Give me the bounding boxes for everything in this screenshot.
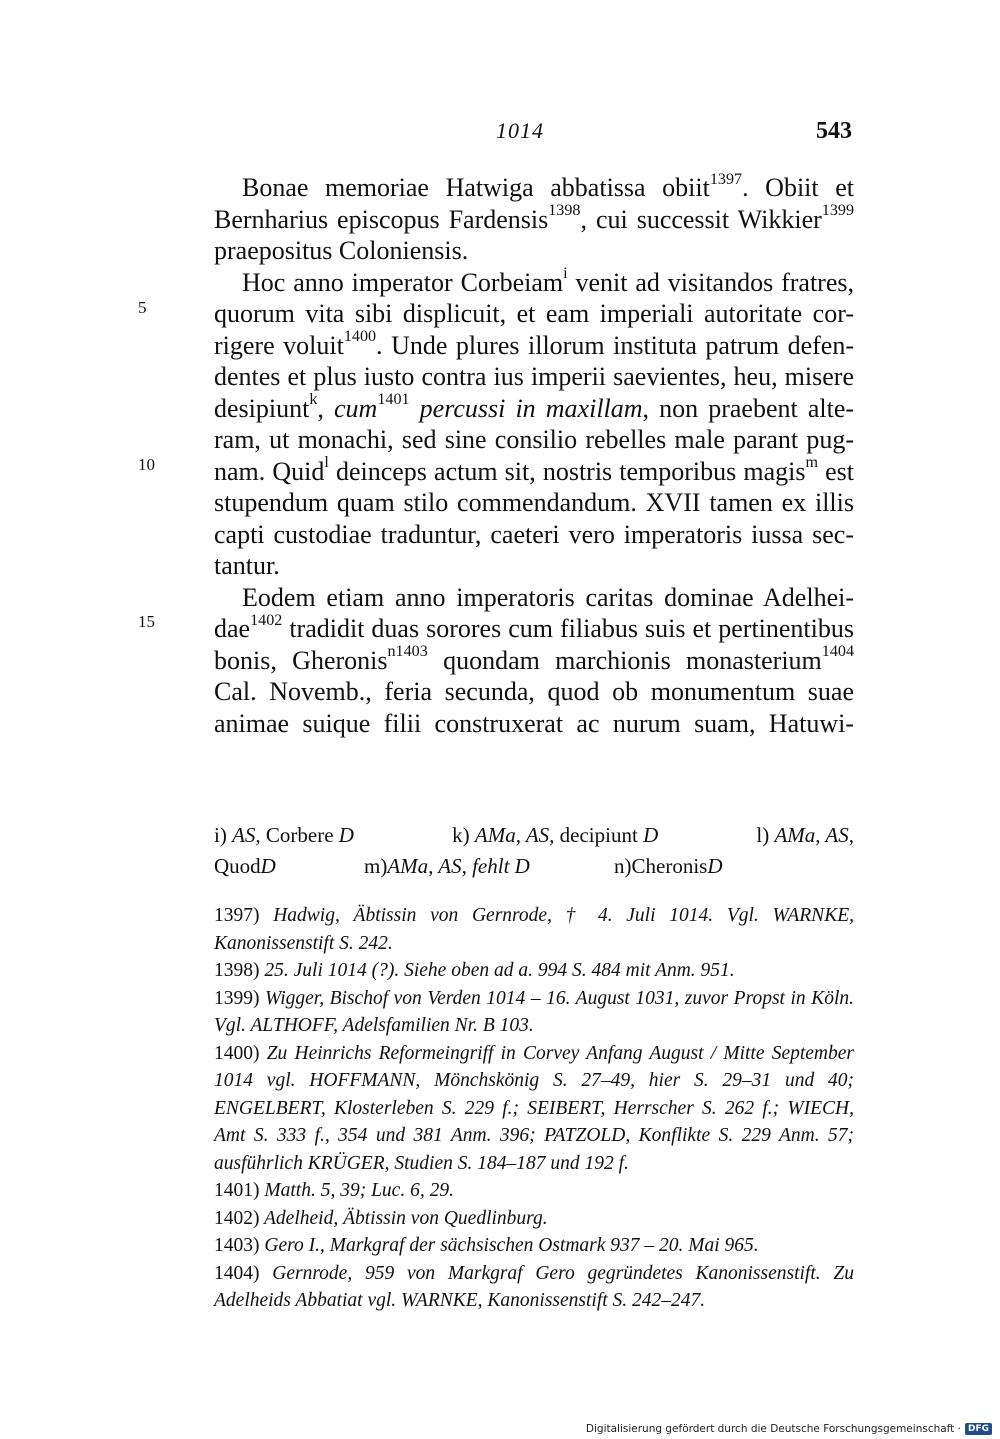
text-line: nam. Quid$^l$ deinceps actum sit, nostris temporibus magis$^m$ est	[214, 454, 855, 486]
footnote-1401: 1401) Matth. 5, 39; Luc. 6, 29.	[214, 1180, 454, 1201]
digitization-credit	[586, 1423, 992, 1435]
text-line: desipiunt$^k$, cum$^{1401}$ percussi in maxillam, non praebent alte-	[214, 391, 855, 423]
text-line: quorum vita sibi displicuit, et eam imperiali autoritate cor-	[214, 299, 854, 328]
apparatus-row	[214, 820, 854, 851]
text-line: capti custodiae traduntur, caeteri vero imperatoris iussa sec-	[214, 519, 854, 549]
critical-apparatus	[214, 820, 854, 882]
text-line: dae$^{1402}$ tradidit duas sorores cum filiabus suis et pertinentibus	[214, 611, 854, 643]
text-line: Cal. Novemb., feria secunda, quod ob monumentum suae	[214, 677, 854, 706]
text-line: Hoc anno imperator Corbeiam$^i$ venit ad visitandos fratres,	[242, 265, 855, 297]
text-line: animae suique filii construxerat ac nurum suam, Hatuwi-	[214, 708, 854, 738]
page-header	[0, 118, 1000, 158]
line-number-10: 10	[138, 455, 155, 474]
text-line: tantur.	[214, 551, 280, 580]
apparatus-row	[214, 851, 854, 882]
text-line: Bernharius episcopus Fardensis$^{1398}$, cui successit Wikkier$^{1399}$	[214, 202, 854, 234]
footnote-1404: 1404) Gernrode, 959 von Markgraf Gero gegründetes Kanonissenstift. Zu Adelheids Abbatiat vgl. WARNKE, Kanonissenstift S. 242–247.	[214, 1262, 854, 1311]
text-line: Eodem etiam anno imperatoris caritas dominae Adelhei-	[242, 582, 854, 612]
line-number-5: 5	[138, 298, 147, 317]
text-line: rigere voluit$^{1400}$. Unde plures illorum instituta patrum defen-	[214, 328, 854, 360]
dfg-logo-icon: DFG	[965, 1423, 992, 1435]
apparatus-note-n: n)CheronisD	[614, 854, 723, 878]
text-line: praepositus Coloniensis.	[214, 236, 469, 265]
footnotes	[214, 902, 854, 1315]
text-line: bonis, Gheronis$^{n1403}$ quondam marchionis monasterium$^{1404}$	[214, 643, 854, 675]
footnote-1403: 1403) Gero I., Markgraf der sächsischen Ostmark 937 – 20. Mai 965.	[214, 1235, 759, 1256]
footnote-1397: 1397) Hadwig, Äbtissin von Gernrode, † 4. Juli 1014. Vgl. WARNKE, Kanonissenstift S. 242.	[214, 905, 854, 954]
main-text	[214, 172, 854, 739]
apparatus-note-m: m)AMa, AS, fehlt D	[364, 854, 530, 878]
text-line: Bonae memoriae Hatwiga abbatissa obiit$^{1397}$. Obiit et	[242, 170, 854, 202]
text-line: stupendum quam stilo commendandum. XVII tamen ex illis	[214, 488, 854, 517]
apparatus-note-l-cont: QuodD	[214, 854, 276, 878]
page-number: 543	[816, 118, 852, 144]
running-head-year: 1014	[496, 118, 544, 143]
footnote-1400: 1400) Zu Heinrichs Reformeingriff in Corvey Anfang August / Mitte September 1014 vgl. HOFFMANN, Mönchskönig S. 27–49, hier S. 29–31 und 40; ENGELBERT, Klosterleben S. 229 f.; SEIBERT, Herrscher S. 262 f.; WIECH, Amt S. 333 f., 354 und 381 Anm. 396; PATZOLD, Konflikte S. 229 Anm. 57; ausführlich KRÜGER, Studien S. 184–187 und 192 f.	[214, 1042, 854, 1174]
footnote-1398: 1398) 25. Juli 1014 (?). Siehe oben ad a. 994 S. 484 mit Anm. 951.	[214, 960, 735, 981]
credit-text: Digitalisierung gefördert durch die Deutsche Forschungsgemeinschaft ·	[585, 1423, 961, 1435]
footnote-1402: 1402) Adelheid, Äbtissin von Quedlinburg.	[214, 1207, 548, 1229]
apparatus-note-l: l) AMa, AS,	[756, 823, 854, 847]
text-line: ram, ut monachi, sed sine consilio rebelles male parant pug-	[214, 425, 854, 454]
text-line: dentes et plus iusto contra ius imperii saevientes, heu, misere	[214, 362, 854, 391]
apparatus-note-k: k) AMa, AS, decipiunt D	[452, 823, 659, 847]
apparatus-note-i: i) AS, Corbere D	[214, 823, 354, 847]
line-number-15: 15	[138, 612, 155, 631]
footnote-1399: 1399) Wigger, Bischof von Verden 1014 – 16. August 1031, zuvor Propst in Köln. Vgl. ALTHOFF, Adelsfamilien Nr. B 103.	[214, 987, 854, 1036]
